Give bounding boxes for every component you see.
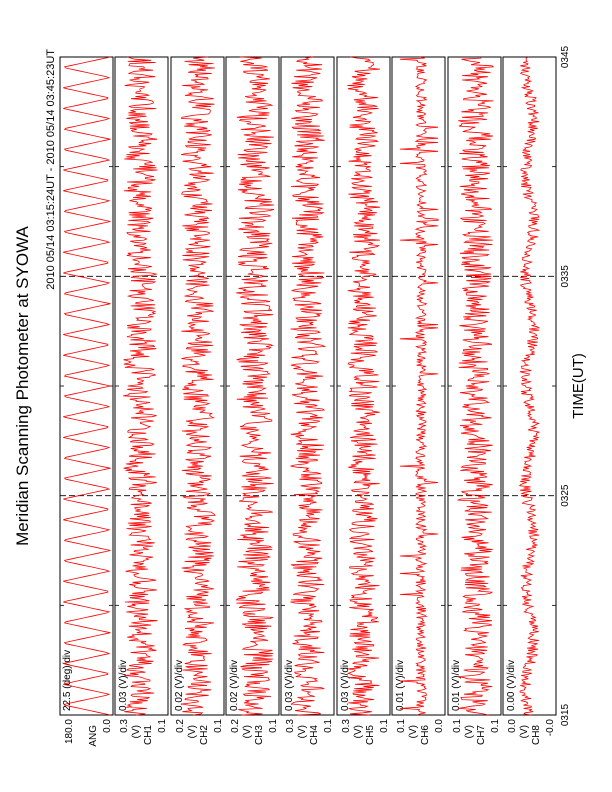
y-tick-label-bottom: 0.0 — [102, 719, 113, 733]
scale-label: 0.03 (V)/div — [118, 659, 129, 711]
y-tick-label-top: 0.0 — [507, 719, 518, 733]
y-axis-label: CH4 — [309, 725, 320, 746]
y-tick-label-top: 0.1 — [452, 719, 463, 733]
chart-title: Meridian Scanning Photometer at SYOWA — [13, 226, 32, 546]
x-tick-label: 0345 — [560, 45, 571, 69]
x-tick-label: 0315 — [560, 703, 571, 727]
y-unit-label: (V) — [353, 725, 364, 739]
y-axis-label: CH1 — [143, 725, 154, 746]
scale-label: 22.5 (deg)/div — [62, 649, 73, 711]
scale-label: 0.00 (V)/div — [506, 659, 517, 711]
scale-label: 0.02 (V)/div — [174, 659, 185, 711]
y-unit-label: (V) — [464, 725, 475, 739]
y-tick-label-bottom: 0.1 — [379, 719, 390, 733]
y-tick-label-bottom: 0.1 — [268, 719, 279, 733]
y-unit-label: (V) — [187, 725, 198, 739]
scale-label: 0.01 (V)/div — [451, 659, 462, 711]
time-range-subtitle: 2010 05/14 03:15:24UT - 2010 05/14 03:45:23UT — [45, 49, 57, 290]
scale-label: 0.03 (V)/div — [340, 659, 351, 711]
y-tick-label-top: 0.3 — [285, 719, 296, 733]
y-tick-label-top: 0.1 — [396, 719, 407, 733]
x-tick-label: 0325 — [560, 484, 571, 507]
y-tick-label-top: 180.0 — [64, 719, 75, 745]
y-tick-label-top: 0.3 — [341, 719, 352, 733]
y-axis-label: CH8 — [531, 725, 542, 746]
y-axis-label: CH6 — [420, 725, 431, 746]
y-axis-label: CH5 — [365, 725, 376, 746]
y-tick-label-bottom: 0.1 — [323, 719, 334, 733]
y-axis-label: CH7 — [476, 725, 487, 746]
y-axis-label: ANG — [88, 725, 99, 747]
y-unit-label: (V) — [297, 725, 308, 739]
y-tick-label-bottom: 0.1 — [490, 719, 501, 733]
scale-label: 0.02 (V)/div — [229, 659, 240, 711]
y-unit-label: (V) — [519, 725, 530, 739]
y-unit-label: (V) — [131, 725, 142, 739]
x-tick-label: 0335 — [560, 265, 571, 288]
y-tick-label-top: 0.3 — [119, 719, 130, 733]
y-axis-label: CH2 — [199, 725, 210, 746]
y-axis-label: CH3 — [254, 725, 265, 746]
y-tick-label-bottom: 0.1 — [157, 719, 168, 733]
y-unit-label: (V) — [242, 725, 253, 739]
y-unit-label: (V) — [408, 725, 419, 739]
y-tick-label-bottom: -0.0 — [545, 719, 556, 737]
scale-label: 0.01 (V)/div — [395, 659, 406, 711]
x-axis-title: TIME(UT) — [570, 353, 587, 419]
y-tick-label-top: 0.2 — [230, 719, 241, 733]
y-tick-label-bottom: 0.0 — [434, 719, 445, 733]
scale-label: 0.03 (V)/div — [284, 659, 295, 711]
y-tick-label-bottom: 0.1 — [213, 719, 224, 733]
y-tick-label-top: 0.2 — [175, 719, 186, 733]
